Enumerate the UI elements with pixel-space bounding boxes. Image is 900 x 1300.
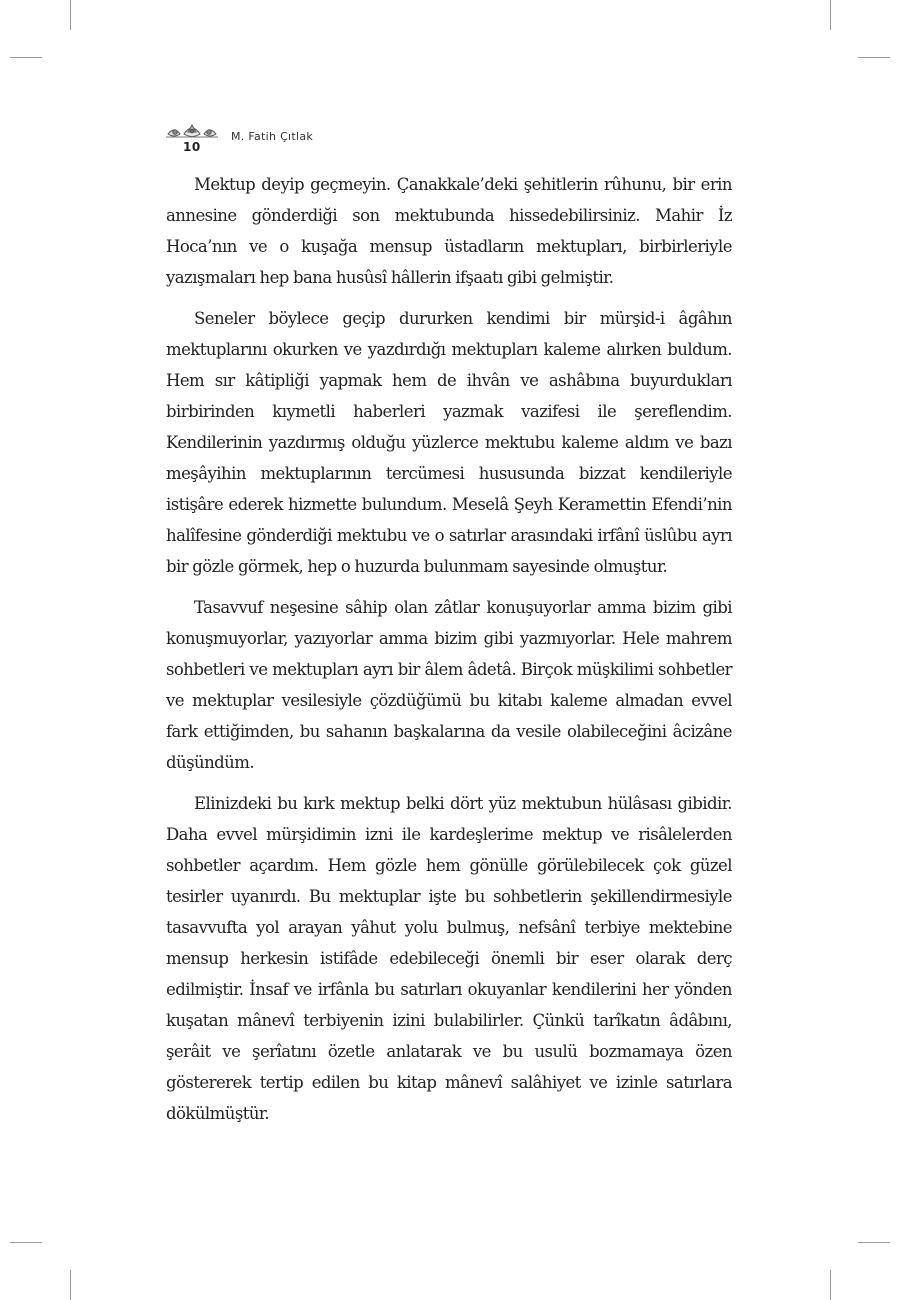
crop-mark-top-right xyxy=(830,0,831,30)
body-text xyxy=(166,169,732,1139)
paragraph: Mektup deyip geçmeyin. Çanakkale’deki şehitlerin rûhunu, bir erin annesine gönderdiği son mektubunda hissedebilirsiniz. Mahir İz Hoca’nın ve o kuşağa mensup üstadların mektupları, birbirleriyle yazışmaları hep bana husûsî hâllerin ifşaatı gibi gelmiştir. xyxy=(166,175,732,287)
crop-mark-bottom-right-h xyxy=(858,1242,890,1243)
paragraph: Elinizdeki bu kırk mektup belki dört yüz mektubun hülâsası gibidir. Daha evvel mürşidimin izni ile kardeşlerime mektup ve risâlelerden sohbetler açardım. Hem gözle hem gönülle görülebilecek çok güzel tesirler uyanırdı. Bu mektuplar işte bu sohbetlerin şekillendirmesiyle tasavvufta yol arayan yâhut yolu bulmuş, nefsânî terbiye mektebine mensup herkesin istifâde edebileceği önemli bir eser olarak derç edilmiştir. İnsaf ve irfânla bu satırları okuyanlar kendilerini her yönden kuşatan mânevî terbiyenin izini bulabilirler. Çünkü tarîkatın âdâbını, şerâit ve şerîatını özetle anlatarak ve bu usulü bozmamaya özen göstererek tertip edilen bu kitap mânevî salâhiyet ve izinle satırlara dökülmüştür. xyxy=(166,794,732,1123)
crop-mark-bottom-left-h xyxy=(10,1242,42,1243)
running-head-author: M. Fatih Çıtlak xyxy=(231,130,314,143)
crop-mark-top-left-h xyxy=(10,57,42,58)
paragraph: Tasavvuf neşesine sâhip olan zâtlar konuşuyorlar amma bizim gibi konuşmuyorlar, yazıyorlar amma bizim gibi yazmıyorlar. Hele mahrem sohbetleri ve mektupları ayrı bir âlem âdetâ. Birçok müşkilimi sohbetler ve mektuplar vesilesiyle çözdüğümü bu kitabı kaleme almadan evvel fark ettiğimden, bu sahanın başkalarına da vesile olabileceğini âcizâne düşündüm. xyxy=(166,598,732,772)
floral-ornament-icon xyxy=(166,120,218,142)
crop-mark-bottom-right xyxy=(830,1270,831,1300)
paragraph: Seneler böylece geçip dururken kendimi bir mürşid-i âgâhın mektuplarını okurken ve yazdırdığı mektupları kaleme alırken buldum. Hem sır kâtipliği yapmak hem de ihvân ve ashâbına buyurdukları birbirinden kıymetli haberleri yazmak vazifesi ile şereflendim. Kendilerinin yazdırmış olduğu yüzlerce mektubu kaleme aldım ve bazı meşâyihin mektuplarının tercümesi hususunda bizzat kendileriyle istişâre ederek hizmette bulundum. Meselâ Şeyh Keramettin Efendi’nin halîfesine gönderdiği mektubu ve o satırlar arasındaki irfânî üslûbu ayrı bir gözle görmek, hep o huzurda bulunmam sayesinde olmuştur. xyxy=(166,309,732,576)
crop-mark-top-right-h xyxy=(858,57,890,58)
crop-mark-top-left xyxy=(70,0,71,30)
crop-mark-bottom-left xyxy=(70,1270,71,1300)
page-number: 10 xyxy=(183,140,201,154)
page-header xyxy=(166,120,466,160)
